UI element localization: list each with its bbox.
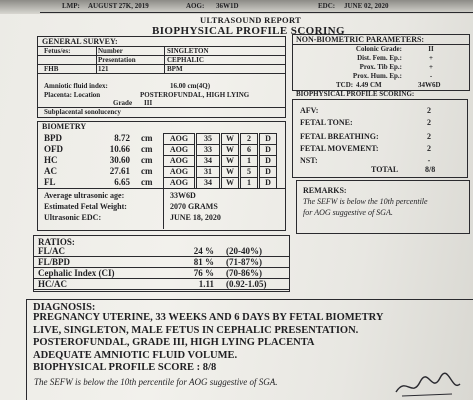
- gs-row3-c2: 121: [98, 65, 109, 73]
- profile-title: BIOPHYSICAL PROFILE SCORING: [152, 25, 345, 37]
- ratio-name: FL/BPD: [38, 257, 71, 267]
- placenta-value: POSTEROFUNDAL, HIGH LYING: [140, 91, 250, 99]
- biometry-name: AC: [44, 166, 57, 176]
- general-survey-heading: GENERAL SURVEY:: [42, 37, 118, 46]
- gs-row1-c1: Fetus/es:: [44, 47, 71, 55]
- remarks-line2: for AOG suggestive of SGA.: [303, 208, 393, 217]
- biometry-weeks: 33: [196, 144, 220, 156]
- subplacental-label: Subplacental sonolucency: [44, 108, 121, 116]
- bpp-value: -: [427, 156, 431, 165]
- biometry-value: 6.65: [114, 177, 130, 187]
- biometry-unit: cm: [141, 155, 153, 165]
- avg-age-value: 33W6D: [170, 191, 196, 200]
- biometry-days: 1: [240, 155, 258, 167]
- remarks-line1: The SEFW is below the 10th percentile: [303, 197, 428, 206]
- grade-label: Grade: [113, 99, 133, 107]
- diagnosis-line: PREGNANCY UTERINE, 33 WEEKS AND 6 DAYS BY FETAL BIOMETRY: [33, 312, 384, 323]
- bpp-label: FETAL TONE:: [300, 118, 353, 127]
- bpp-label: AFV:: [300, 106, 319, 115]
- ratio-row-divider: [33, 289, 289, 290]
- bpp-value: 2: [427, 144, 431, 153]
- biometry-weeks: 34: [196, 177, 220, 189]
- biometry-aog-label: AOG: [163, 166, 195, 178]
- biometry-unit: cm: [141, 133, 153, 143]
- biometry-unit: cm: [141, 144, 153, 154]
- bpp-value: 2: [427, 132, 431, 141]
- nb-label: Prox. Hum. Ep.:: [352, 72, 402, 80]
- biometry-value: 10.66: [109, 144, 130, 154]
- gs-row1-c2: Number: [98, 47, 123, 55]
- aog-label: AOG:: [186, 2, 205, 10]
- biometry-days: 5: [240, 166, 258, 178]
- biometry-weeks: 35: [196, 133, 220, 145]
- diagnosis-line: LIVE, SINGLETON, MALE FETUS IN CEPHALIC PRESENTATION.: [33, 324, 359, 336]
- remarks-heading: REMARKS:: [303, 186, 347, 195]
- us-edc-value: JUNE 18, 2020: [170, 213, 221, 222]
- diagnosis-line: BIOPHYSICAL PROFILE SCORE : 8/8: [33, 362, 217, 373]
- biometry-name: FL: [44, 177, 56, 187]
- biometry-aog-label: AOG: [163, 144, 195, 156]
- tcd-age: 34W6D: [418, 81, 441, 89]
- non-biometric-heading: NON-BIOMETRIC PARAMETERS:: [296, 35, 425, 44]
- bpp-heading: BIOPHYSICAL PROFILE SCORING:: [296, 90, 415, 98]
- ratio-range: (20-40%): [226, 246, 262, 256]
- biometry-name: OFD: [44, 144, 63, 154]
- ratios-heading: RATIOS:: [38, 237, 75, 247]
- biometry-days: 1: [240, 177, 258, 189]
- biometry-value: 8.72: [114, 133, 130, 143]
- ratio-name: Cephalic Index (CI): [38, 268, 115, 278]
- biometry-heading: BIOMETRY: [42, 122, 87, 131]
- bpp-total-label: TOTAL: [371, 165, 399, 174]
- diagnosis-line: ADEQUATE AMNIOTIC FLUID VOLUME.: [33, 349, 238, 361]
- biometry-aog-label: AOG: [163, 155, 195, 167]
- grade-value: III: [144, 99, 153, 107]
- signature-scribble: [392, 372, 464, 400]
- placenta-label: Placenta: Location: [44, 91, 101, 99]
- biometry-d-label: D: [259, 133, 277, 145]
- bpp-value: 2: [427, 118, 431, 127]
- biometry-w-label: W: [221, 133, 239, 145]
- nb-value: II: [428, 45, 434, 53]
- lmp-value: AUGUST 27K, 2019: [88, 2, 149, 10]
- bpp-value: 2: [427, 106, 431, 115]
- amniotic-label: Amniotic fluid index:: [44, 82, 108, 90]
- biometry-d-label: D: [259, 144, 277, 156]
- gs-row2-c3: CEPHALIC: [167, 56, 204, 64]
- gs-row3-c1: FHB: [44, 65, 59, 73]
- lmp-label: LMP:: [62, 2, 80, 10]
- biometry-w-label: W: [221, 144, 239, 156]
- ratio-range: (0.92-1.05): [226, 279, 267, 289]
- biometry-unit: cm: [141, 177, 153, 187]
- biometry-days: 2: [240, 133, 258, 145]
- biometry-d-label: D: [259, 177, 277, 189]
- biometry-weeks: 31: [196, 166, 220, 178]
- report-title: ULTRASOUND REPORT: [200, 15, 302, 25]
- biometry-value: 30.60: [109, 155, 130, 165]
- biometry-aog-label: AOG: [163, 177, 195, 189]
- diagnosis-heading: DIAGNOSIS:: [33, 302, 96, 313]
- bpp-label: NST:: [300, 156, 318, 165]
- ratio-value: 76 %: [193, 268, 214, 278]
- tcd-value: 4.49 CM: [356, 81, 382, 89]
- gs-row2-c2: Presentation: [98, 56, 136, 64]
- gs-row1-c3: SINGLETON: [167, 47, 209, 55]
- nb-value: +: [429, 63, 433, 71]
- diagnosis-note: The SEFW is below the 10th percentile for AOG suggestive of SGA.: [34, 377, 278, 387]
- bpp-label: FETAL MOVEMENT:: [300, 144, 379, 153]
- avg-age-label: Average ultrasonic age:: [44, 191, 125, 200]
- bpp-total-value: 8/8: [425, 165, 436, 174]
- biometry-value: 27.61: [109, 166, 130, 176]
- ratio-name: FL/AC: [38, 246, 65, 256]
- biometry-w-label: W: [221, 166, 239, 178]
- general-survey-box: [37, 36, 286, 118]
- ratio-range: (70-86%): [226, 268, 262, 278]
- biometry-w-label: W: [221, 177, 239, 189]
- amniotic-value: 16.00 cm(4Q): [170, 82, 211, 90]
- ratio-name: HC/AC: [38, 279, 67, 289]
- efw-value: 2070 GRAMS: [170, 202, 218, 211]
- biometry-days: 6: [240, 144, 258, 156]
- tcd-label: TCD:: [336, 81, 354, 89]
- bpp-label: FETAL BREATHING:: [300, 132, 379, 141]
- biometry-aog-label: AOG: [163, 133, 195, 145]
- biometry-weeks: 34: [196, 155, 220, 167]
- biometry-w-label: W: [221, 155, 239, 167]
- header-line: [0, 0, 473, 12]
- gs-row3-c3: BPM: [167, 65, 183, 73]
- edc-value: JUNE 02, 2020: [344, 2, 389, 10]
- nb-label: Prox. Tib Ep.:: [359, 63, 402, 71]
- nb-label: Dist. Fem. Ep.:: [357, 54, 402, 62]
- nb-value: +: [429, 54, 433, 62]
- aog-value: 36W1D: [216, 2, 239, 10]
- edc-label: EDC:: [318, 2, 336, 10]
- biometry-unit: cm: [141, 166, 153, 176]
- biometry-name: HC: [44, 155, 58, 165]
- ratio-value: 1.11: [198, 279, 214, 289]
- us-edc-label: Ultrasonic EDC:: [44, 213, 102, 222]
- nb-label: Colonic Grade:: [355, 45, 402, 53]
- biometry-d-label: D: [259, 155, 277, 167]
- ratio-value: 81 %: [193, 257, 214, 267]
- ratio-value: 24 %: [193, 246, 214, 256]
- biometry-name: BPD: [44, 133, 62, 143]
- efw-label: Estimated Fetal Weight:: [44, 202, 127, 211]
- nb-value: -: [429, 72, 433, 80]
- biometry-d-label: D: [259, 166, 277, 178]
- ratio-range: (71-87%): [226, 257, 262, 267]
- diagnosis-line: POSTEROFUNDAL, GRADE III, HIGH LYING PLACENTA: [33, 337, 315, 348]
